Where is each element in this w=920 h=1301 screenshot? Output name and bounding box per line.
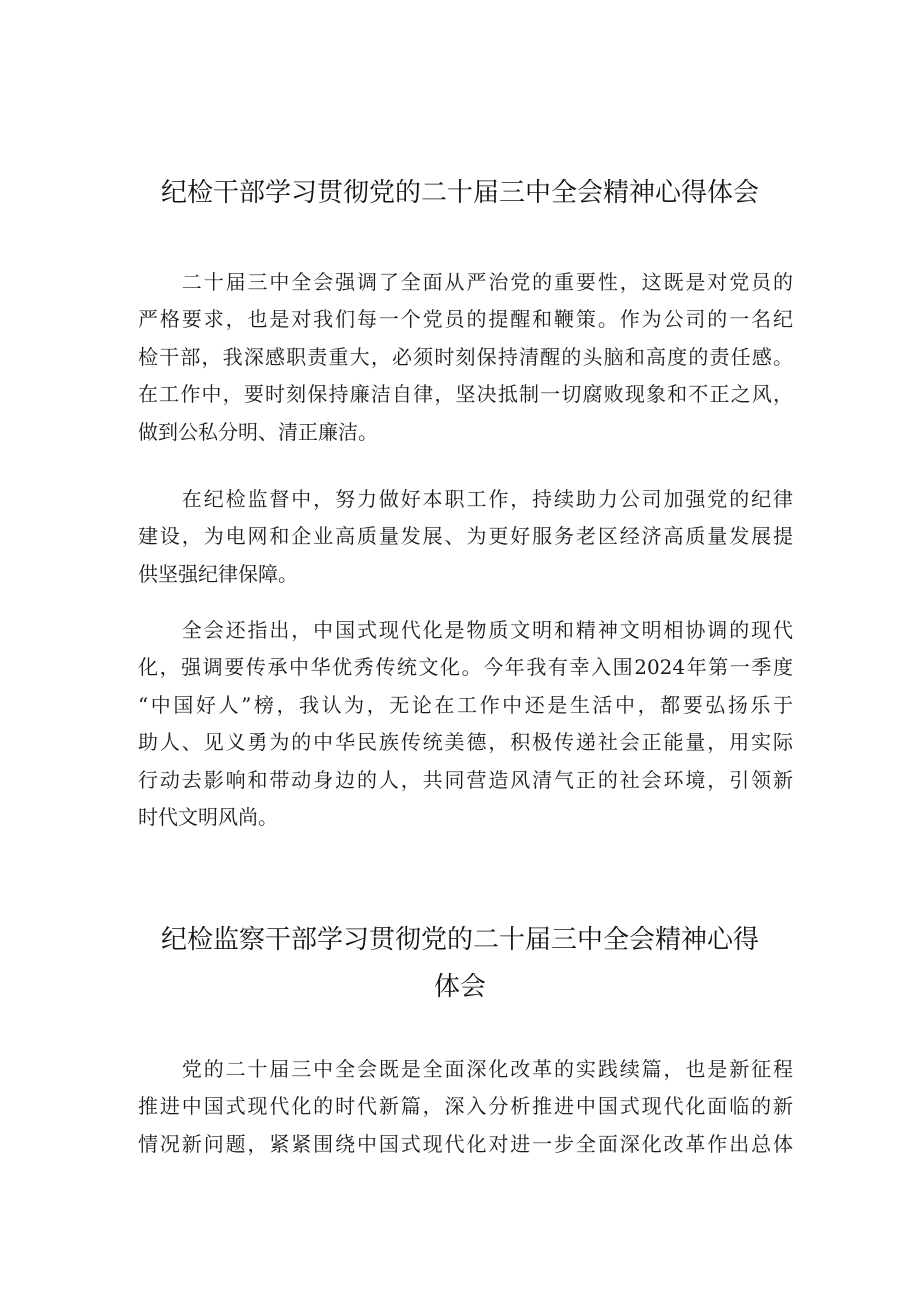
section2-title [130, 917, 790, 1011]
paragraph-line: 供坚强纪律保障。 [138, 561, 298, 586]
paragraph-line: 严格要求，也是对我们每一个党员的提醒和鞭策。作为公司的一名纪 [138, 307, 793, 332]
section2-paragraph-1 [138, 1051, 793, 1163]
section1-title [130, 170, 790, 217]
paragraph-line: 行动去影响和带动身边的人，共同营造风清气正的社会环境，引领新 [138, 767, 793, 792]
paragraph-line: 助人、见义勇为的中华民族传统美德，积极传递社会正能量，用实际 [138, 730, 793, 755]
paragraph-line: 党的二十届三中全会既是全面深化改革的实践续篇，也是新征程 [138, 1057, 793, 1081]
paragraph-line: 二十届三中全会强调了全面从严治党的重要性，这既是对党员的 [138, 270, 793, 294]
paragraph-line: 在工作中，要时刻保持廉洁自律，坚决抵制一切腐败现象和不正之风， [138, 382, 793, 407]
section2-title-line-2: 体会 [433, 972, 486, 1002]
paragraph-line: “中国好人”榜，我认为，无论在工作中还是生活中，都要弘扬乐于 [138, 692, 793, 717]
paragraph-line: 建设，为电网和企业高质量发展、为更好服务老区经济高质量发展提 [138, 524, 793, 549]
paragraph-line: 全会还指出，中国式现代化是物质文明和精神文明相协调的现代 [138, 618, 793, 642]
section2-title-line-1: 纪检监察干部学习贯彻党的二十届三中全会精神心得 [160, 925, 759, 955]
paragraph-line: 推进中国式现代化的时代新篇，深入分析推进中国式现代化面临的新 [138, 1094, 793, 1119]
section1-paragraph-3 [138, 612, 793, 836]
section1-title-text: 纪检干部学习贯彻党的二十届三中全会精神心得体会 [160, 178, 759, 208]
paragraph-line: 检干部，我深感职责重大，必须时刻保持清醒的头脑和高度的责任感。 [138, 344, 793, 369]
section1-paragraph-1 [138, 264, 793, 451]
paragraph-line: 在纪检监督中，努力做好本职工作，持续助力公司加强党的纪律 [138, 487, 793, 511]
paragraph-line: 情况新问题，紧紧围绕中国式现代化对进一步全面深化改革作出总体 [138, 1131, 793, 1156]
paragraph-line: 时代文明风尚。 [138, 805, 278, 830]
paragraph-line: 做到公私分明、清正廉洁。 [138, 419, 378, 444]
section1-paragraph-2 [138, 481, 793, 593]
paragraph-line: 化，强调要传承中华优秀传统文化。今年我有幸入围2024年第一季度 [138, 655, 793, 680]
